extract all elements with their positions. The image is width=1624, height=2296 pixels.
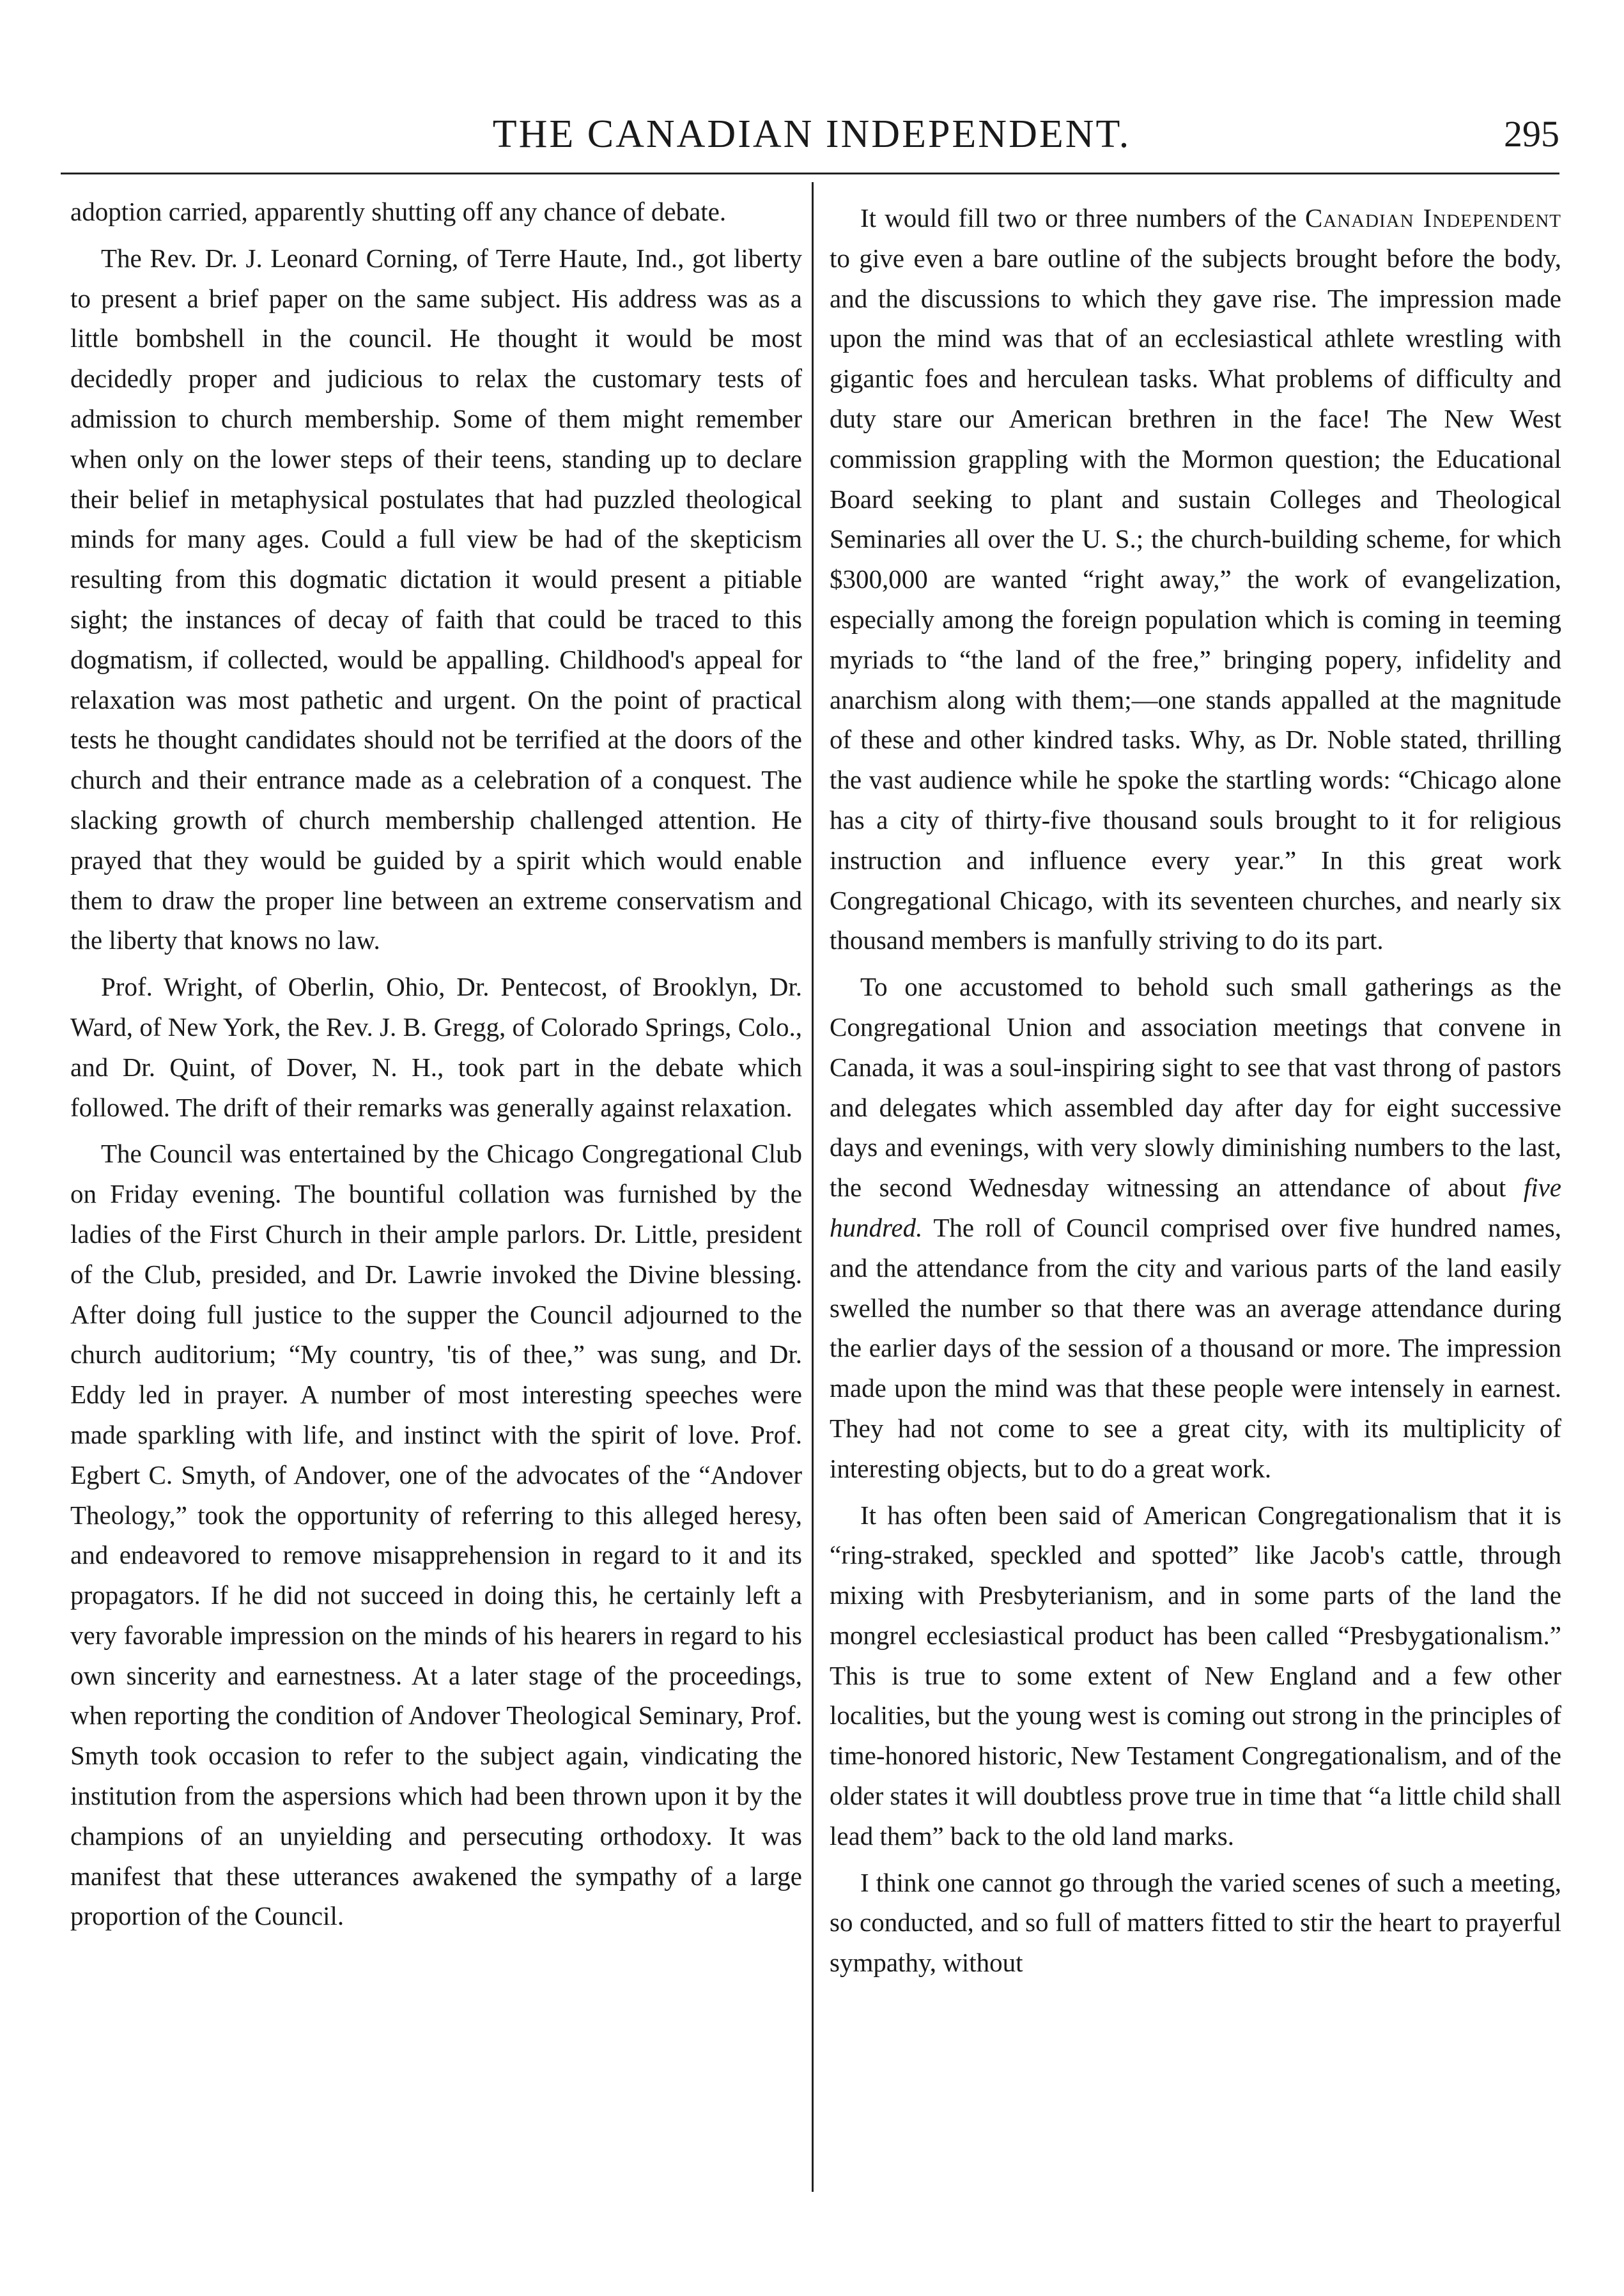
paragraph bbox=[830, 967, 1561, 1488]
column-divider bbox=[812, 182, 814, 2192]
paragraph bbox=[830, 198, 1561, 960]
paragraph: Prof. Wright, of Oberlin, Ohio, Dr. Pentecost, of Brooklyn, Dr. Ward, of New York, the Rev. J. B. Gregg, of Colorado Springs, Colo., and Dr. Quint, of Dover, N. H., took part in the debate which followed. The drift of their remarks was generally against relaxation. bbox=[70, 972, 802, 1122]
paragraph-text: It would fill two or three numbers of the bbox=[860, 203, 1305, 233]
page-number: 295 bbox=[1504, 113, 1559, 155]
header-rule bbox=[61, 173, 1559, 174]
running-title: THE CANADIAN INDEPENDENT. bbox=[492, 112, 1131, 156]
paragraph: I think one cannot go through the varied scenes of such a meeting, so conducted, and so full of matters fitted to stir the heart to prayerful sympathy, without bbox=[830, 1867, 1561, 1978]
page-header bbox=[64, 109, 1559, 166]
publication-name: Canadian Independent bbox=[1304, 203, 1561, 233]
paragraph-text: The roll of Council comprised over five hundred names, and the attendance from the city and various parts of the land easily swelled the number so that there was an average attendance during the earlier days of the session of a thousand or more. The impression made upon the mind was that these people were intensely in earnest. They had not come to see a great city, with its multiplicity of interesting objects, but to do a great work. bbox=[830, 1212, 1561, 1483]
paragraph-text: To one accustomed to behold such small gatherings as the Congregational Union and association meetings that convene in Canada, it was a soul-inspiring sight to see that vast throng of pastors and delegates which assembled day after day for eight successive days and evenings, with very slowly diminishing numbers to the last, the second Wednesday witnessing an attendance of about bbox=[830, 972, 1561, 1203]
emphasis: five hundred. bbox=[830, 1173, 1561, 1242]
paragraph: It has often been said of American Congregationalism that it is “ring-straked, speckled and spotted” like Jacob's cattle, through mixing with Presbyterianism, and in some parts of the land the mongrel ecclesiastical product has been called “Presbygationalism.” This is true to some extent of New England and a few other localities, but the young west is coming out strong in the principles of time-honored historic, New Testament Congregationalism, and of the older states it will doubtless prove true in time that “a little child shall lead them” back to the old land marks. bbox=[830, 1500, 1561, 1851]
paragraph: adoption carried, apparently shutting off any chance of debate. bbox=[70, 197, 727, 226]
paragraph-text: to give even a bare outline of the subjects brought before the body, and the discussions to which they gave rise. The impression made upon the mind was that of an ecclesiastical athlete wrestling with gigantic foes and herculean tasks. What problems of difficulty and duty stare our American brethren in the face! The New West commission grappling with the Mormon question; the Educational Board seeking to plant and sustain Colleges and Theological Seminaries all over the U. S.; the church-building scheme, for which $300,000 are wanted “right away,” the work of evangelization, especially among the foreign population which is coming in teeming myriads to “the land of the free,” bringing popery, infidelity and anarchism along with them;—one stands appalled at the magnitude of these and other kindred tasks. Why, as Dr. Noble stated, thrilling the vast audience while he spoke the startling words: “Chicago alone has a city of thirty-five thousand souls brought to it for religious instruction and influence every year.” In this great work Congregational Chicago, with its seventeen churches, and nearly six thousand members is manfully striving to do its part. bbox=[830, 243, 1561, 955]
paragraph: The Council was entertained by the Chicago Congregational Club on Friday evening. The bountiful collation was furnished by the ladies of the First Church in their ample parlors. Dr. Little, president of the Club, presided, and Dr. Lawrie invoked the Divine blessing. After doing full justice to the supper the Council adjourned to the church auditorium; “My country, 'tis of thee,” was sung, and Dr. Eddy led in prayer. A number of most interesting speeches were made sparkling with life, and instinct with the spirit of love. Prof. Egbert C. Smyth, of Andover, one of the advocates of the “Andover Theology,” took the opportunity of referring to this alleged heresy, and endeavored to remove misapprehension in regard to it and its propagators. If he did not succeed in doing this, he certainly left a very favorable impression on the minds of his hearers in regard to his own sincerity and earnestness. At a later stage of the proceedings, when reporting the condition of Andover Theological Seminary, Prof. Smyth took occasion to refer to the subject again, vindicating the institution from the aspersions which had been thrown upon it by the champions of an unyielding and persecuting orthodoxy. It was manifest that these utterances awakened the sympathy of a large proportion of the Council. bbox=[70, 1139, 802, 1931]
paragraph: The Rev. Dr. J. Leonard Corning, of Terre Haute, Ind., got liberty to present a brief paper on the same subject. His address was as a little bombshell in the council. He thought it would be most decidedly proper and judicious to relax the customary tests of admission to church membership. Some of them might remember when only on the lower steps of their teens, standing up to declare their belief in metaphysical postulates that had puzzled theological minds for many ages. Could a full view be had of the skepticism resulting from this dogmatic dictation it would present a pitiable sight; the instances of decay of faith that could be traced to this dogmatism, if collected, would be appalling. Childhood's appeal for relaxation was most pathetic and urgent. On the point of practical tests he thought candidates should not be terrified at the doors of the church and their entrance made as a celebration of a conquest. The slacking growth of church membership challenged attention. He prayed that they would be guided by a spirit which would enable them to draw the proper line between an extreme conservatism and the liberty that knows no law. bbox=[70, 243, 802, 955]
left-column bbox=[70, 192, 802, 2185]
right-column bbox=[830, 192, 1561, 2185]
